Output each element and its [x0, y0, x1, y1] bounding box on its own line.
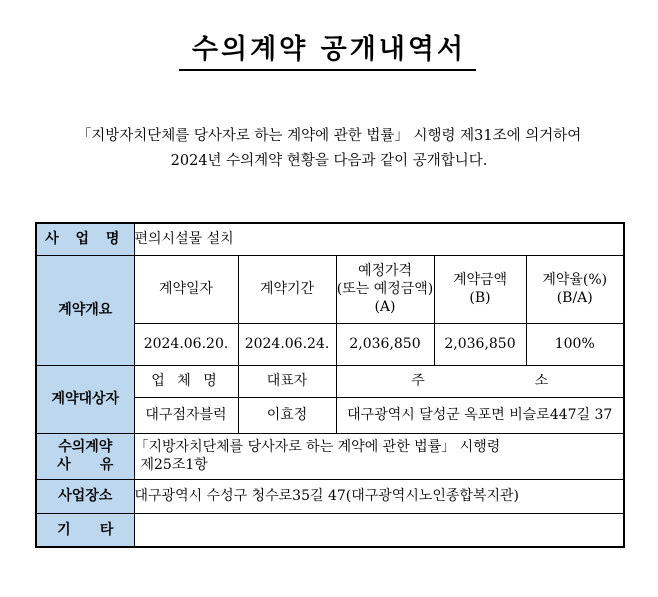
- value-representative: 이효정: [238, 397, 336, 433]
- header-address: [336, 365, 624, 397]
- reason-label: [36, 433, 134, 479]
- header-estimated-price-line2: (또는 예정금액): [336, 281, 434, 297]
- header-contract-rate: [526, 255, 624, 323]
- row-contractor-headers: [36, 365, 624, 397]
- value-contract-period: 2024.06.24.: [238, 323, 336, 365]
- row-location: [36, 479, 624, 513]
- reason-value: [134, 433, 624, 479]
- contract-summary-label: 계약개요: [36, 255, 134, 365]
- intro-line-2: 2024년 수의계약 현황을 다음과 같이 공개합니다.: [170, 153, 488, 169]
- header-contract-period: 계약기간: [238, 255, 336, 323]
- value-contract-rate: 100%: [526, 323, 624, 365]
- contract-table: [35, 222, 625, 548]
- project-name-label: 사 업 명: [36, 223, 134, 255]
- value-contract-amount: 2,036,850: [434, 323, 526, 365]
- contractor-label: 계약대상자: [36, 365, 134, 433]
- title-underline: [179, 69, 476, 71]
- header-contract-date: 계약일자: [134, 255, 238, 323]
- header-contract-amount-line1: 계약금액: [452, 272, 508, 288]
- reason-line1: 「지방자치단체를 당사자로 하는 계약에 관한 법률」 시행령: [134, 439, 501, 455]
- value-company: 대구점자블럭: [134, 397, 238, 433]
- header-contract-rate-line1: 계약율(%): [542, 272, 608, 288]
- header-contract-amount-line2: (B): [469, 290, 491, 306]
- reason-label-line2: 사 유: [57, 457, 114, 473]
- reason-line2: 제25조1항: [140, 457, 208, 473]
- location-label: 사업장소: [36, 479, 134, 513]
- etc-value: [134, 513, 624, 547]
- project-name-value: 편의시설물 설치: [134, 223, 624, 255]
- page-title-text: 수의계약 공개내역서: [191, 34, 467, 65]
- row-project-name: [36, 223, 624, 255]
- header-estimated-price-line1: 예정가격: [357, 263, 413, 279]
- page-title: [0, 30, 658, 70]
- value-estimated-price: 2,036,850: [336, 323, 434, 365]
- location-value: 대구광역시 수성구 청수로35길 47(대구광역시노인종합복지관): [134, 479, 624, 513]
- header-estimated-price-line3: (A): [374, 299, 396, 315]
- value-contract-date: 2024.06.20.: [134, 323, 238, 365]
- header-representative: 대표자: [238, 365, 336, 397]
- header-company: 업 체 명: [134, 365, 238, 397]
- header-contract-amount: [434, 255, 526, 323]
- intro-line-1: 「지방자치단체를 당사자로 하는 계약에 관한 법률」 시행령 제31조에 의거하여: [76, 128, 582, 144]
- row-reason: [36, 433, 624, 479]
- header-address-part1: 주: [411, 373, 425, 389]
- reason-label-line1: 수의계약: [58, 439, 113, 455]
- intro-text: [0, 124, 658, 174]
- etc-label: 기 타: [36, 513, 134, 547]
- row-summary-headers: [36, 255, 624, 323]
- header-contract-rate-line2: (B/A): [556, 290, 593, 306]
- row-etc: [36, 513, 624, 547]
- value-address: 대구광역시 달성군 옥포면 비슬로447길 37: [336, 397, 624, 433]
- header-estimated-price: [336, 255, 434, 323]
- header-address-part2: 소: [534, 373, 549, 389]
